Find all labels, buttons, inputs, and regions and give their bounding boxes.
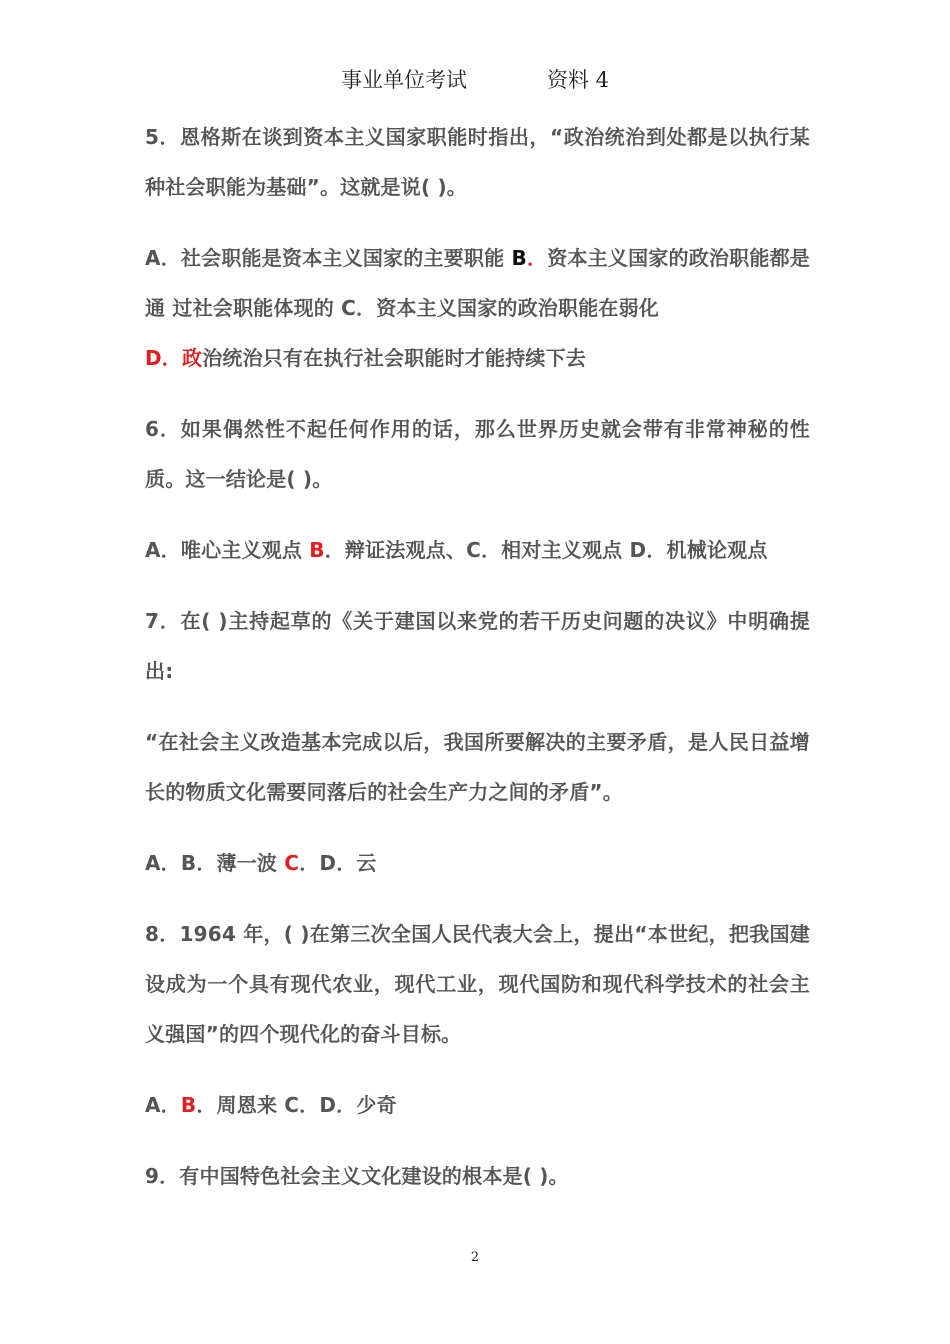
q8-answer-b: B	[180, 1093, 197, 1117]
question-8: 8．1964 年，( )在第三次全国人民代表大会上，提出“本世纪，把我国建设成为一个具有现代农业，现代工业，现代国防和现代科学技术的社会主义强国”的四个现代化的奋斗目标。	[145, 922, 810, 1046]
question-7: 7．在( )主持起草的《关于建国以来党的若干历史问题的决议》中明确提出:	[145, 609, 810, 683]
q7-answer-c: C	[284, 851, 300, 875]
q6-answer-b: B	[309, 538, 325, 562]
page-header	[0, 64, 950, 94]
q6-options-rest: ．辩证法观点、C．相对主义观点 D．机械论观点	[324, 538, 768, 562]
document-body	[145, 112, 810, 1222]
q5-option-d-text: 治统治只有在执行社会职能时才能持续下去	[202, 346, 587, 370]
question-8-options	[145, 1080, 810, 1130]
question-7-quote: “在社会主义改造基本完成以后，我国所要解决的主要矛盾，是人民日益增长的物质文化需要同落后的社会生产力之间的矛盾”。	[145, 730, 810, 804]
header-title: 事业单位考试	[340, 68, 467, 92]
q8-options-pre: A．	[145, 1093, 181, 1117]
q5-option-a: A．社会职能是资本主义国家的主要职能	[145, 246, 512, 270]
question-5: 5．恩格斯在谈到资本主义国家职能时指出，“政治统治到处都是以执行某种社会职能为基础”。这就是说( )。	[145, 125, 810, 199]
q5-option-b-dot: ．	[526, 246, 548, 270]
q7-options-post: ．D．云	[299, 851, 377, 875]
q5-answer-d: D．政	[145, 346, 203, 370]
q6-option-a: A．唯心主义观点	[145, 538, 310, 562]
page-number: 2	[470, 1250, 480, 1265]
q7-options-pre: A．B．薄一波	[145, 851, 285, 875]
question-6: 6．如果偶然性不起任何作用的话，那么世界历史就会带有非常神秘的性质。这一结论是( )。	[145, 417, 810, 491]
question-6-options	[145, 525, 810, 575]
q5-option-b-c-text: 资本主义国家的政治职能都是通 过社会职能体现的 C．资本主义国家的政治职能在弱化	[145, 246, 810, 320]
question-7-options	[145, 838, 810, 888]
q8-options-post: ．周恩来 C．D．少奇	[196, 1093, 397, 1117]
question-5-options	[145, 233, 810, 383]
q5-option-b-letter: B	[511, 246, 527, 270]
question-9: 9．有中国特色社会主义文化建设的根本是( )。	[145, 1164, 569, 1188]
header-subtitle: 资料 4	[546, 68, 610, 92]
